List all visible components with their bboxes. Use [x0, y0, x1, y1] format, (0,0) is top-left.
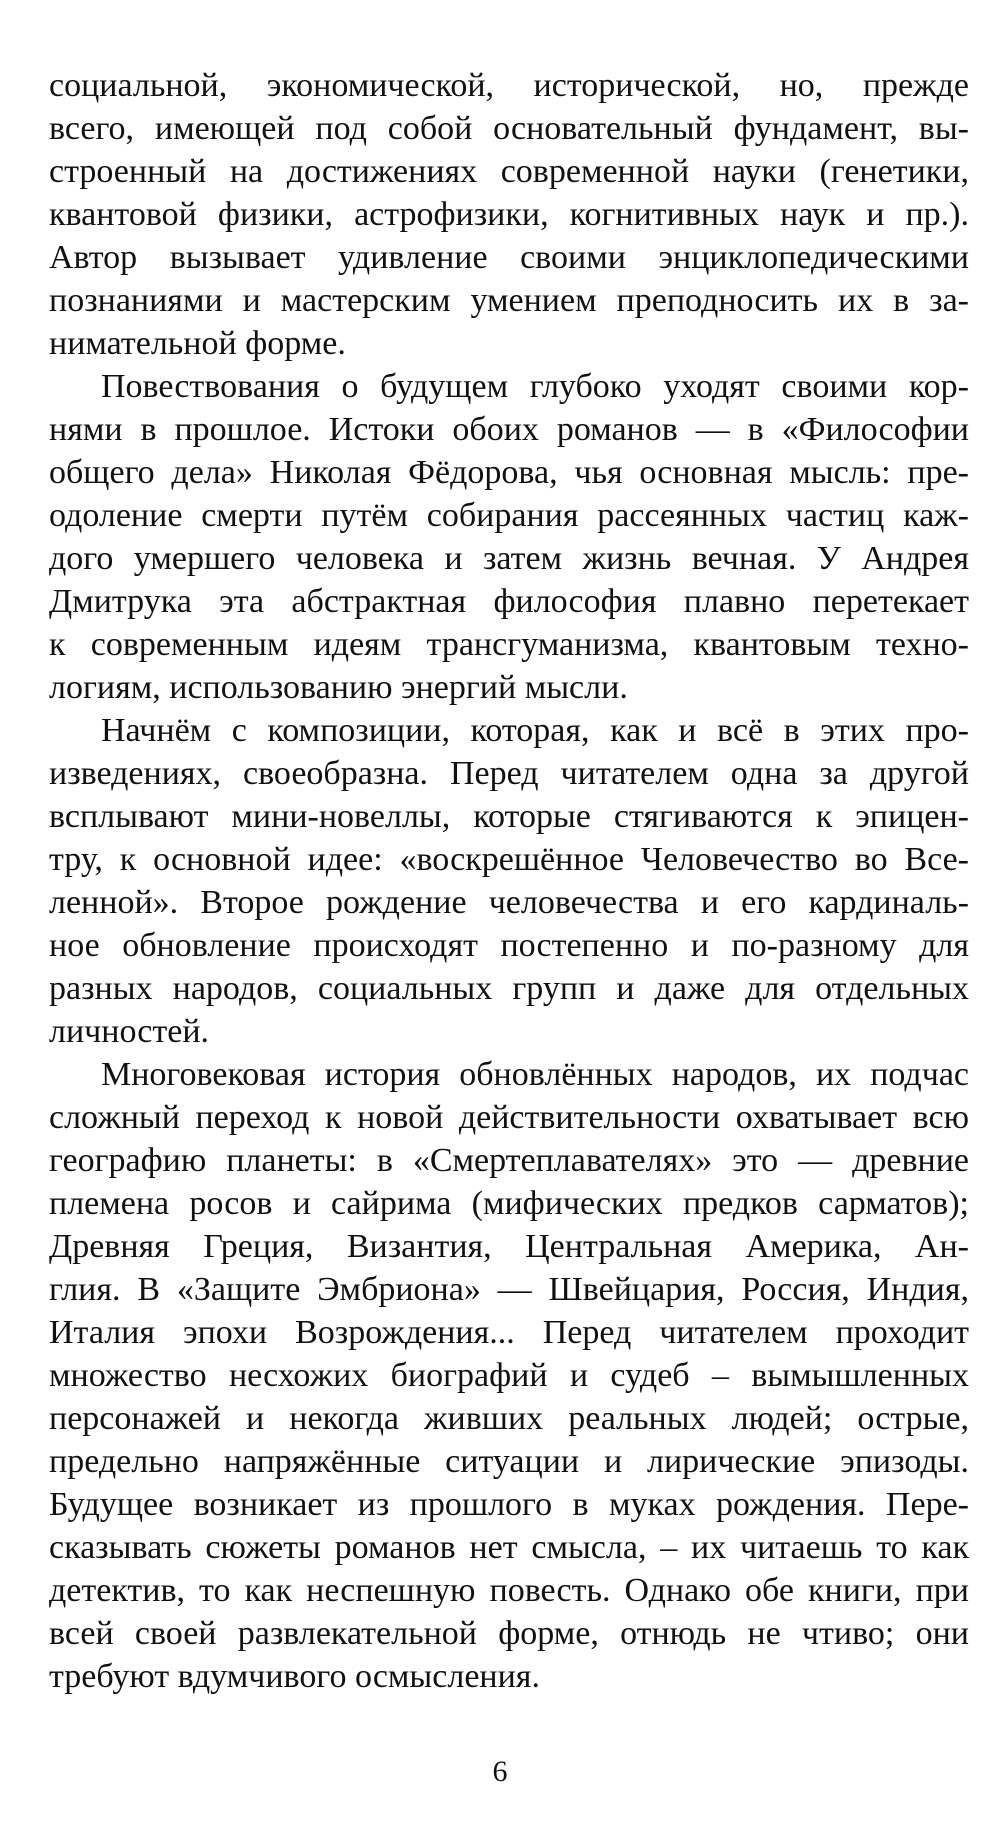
text-line: нимательной форме. — [49, 325, 346, 362]
text-line: всей своей развлекательной форме, отнюдь не чтиво; они — [49, 1615, 969, 1652]
text-line: требуют вдумчивого осмысления. — [49, 1658, 540, 1695]
text-line: Многовековая история обновлённых народов, их подчас — [101, 1056, 969, 1093]
text-line: разных народов, социальных групп и даже для отдельных — [49, 970, 969, 1007]
text-line: ленной». Второе рождение человечества и его кардиналь- — [49, 884, 969, 921]
text-line: Италия эпохи Возрождения... Перед читателем проходит — [49, 1314, 969, 1351]
text-line: познаниями и мастерским умением преподносить их в за- — [49, 282, 969, 319]
text-line: логиям, использованию энергий мысли. — [49, 669, 628, 706]
text-line: племена росов и сайрима (мифических предков сарматов); — [49, 1185, 969, 1222]
text-line: предельно напряжённые ситуации и лирические эпизоды. — [49, 1443, 969, 1480]
text-line: квантовой физики, астрофизики, когнитивных наук и пр.). — [49, 196, 969, 233]
text-line: сказывать сюжеты романов нет смысла, – их читаешь то как — [49, 1529, 969, 1566]
text-line: всплывают мини-новеллы, которые стягиваются к эпицен- — [49, 798, 969, 835]
text-line: дого умершего человека и затем жизнь вечная. У Андрея — [49, 540, 969, 577]
text-line: всего, имеющей под собой основательный фундамент, вы- — [49, 110, 969, 147]
text-line: детектив, то как неспешную повесть. Однако обе книги, при — [49, 1572, 969, 1609]
text-line: Древняя Греция, Византия, Центральная Америка, Ан- — [49, 1228, 969, 1265]
text-line: нями в прошлое. Истоки обоих романов — в «Философии — [49, 411, 969, 448]
text-line: Начнём с композиции, которая, как и всё в этих про- — [101, 712, 969, 749]
text-line: Автор вызывает удивление своими энциклопедическими — [49, 239, 969, 276]
text-line: строенный на достижениях современной науки (генетики, — [49, 153, 969, 190]
text-line: одоление смерти путём собирания рассеянных частиц каж- — [49, 497, 969, 534]
text-line: сложный переход к новой действительности охватывает всю — [49, 1099, 969, 1136]
text-line: Будущее возникает из прошлого в муках рождения. Пере- — [49, 1486, 969, 1523]
text-line: Дмитрука эта абстрактная философия плавно перетекает — [49, 583, 969, 620]
text-line: географию планеты: в «Смертеплавателях» это — древние — [49, 1142, 969, 1179]
text-line: тру, к основной идее: «воскрешённое Человечество во Все- — [49, 841, 969, 878]
text-line: изведениях, своеобразна. Перед читателем одна за другой — [49, 755, 969, 792]
page-number: 6 — [492, 1755, 508, 1788]
paragraph — [49, 64, 969, 365]
paragraph — [49, 365, 969, 709]
text-line: личностей. — [49, 1013, 210, 1050]
paragraph — [49, 709, 969, 1053]
paragraph — [49, 1053, 969, 1698]
text-line: персонажей и некогда живших реальных людей; острые, — [49, 1400, 969, 1437]
text-line: множество несхожих биографий и судеб – вымышленных — [49, 1357, 969, 1394]
text-line: общего дела» Николая Фёдорова, чья основная мысль: пре- — [49, 454, 969, 491]
text-line: к современным идеям трансгуманизма, квантовым техно- — [49, 626, 969, 663]
text-line: Повествования о будущем глубоко уходят своими кор- — [101, 368, 969, 405]
text-line: социальной, экономической, исторической, но, прежде — [49, 67, 969, 104]
body-text — [49, 64, 969, 1698]
text-line: ное обновление происходят постепенно и по-разному для — [49, 927, 969, 964]
text-line: глия. В «Защите Эмбриона» — Швейцария, Россия, Индия, — [49, 1271, 969, 1308]
